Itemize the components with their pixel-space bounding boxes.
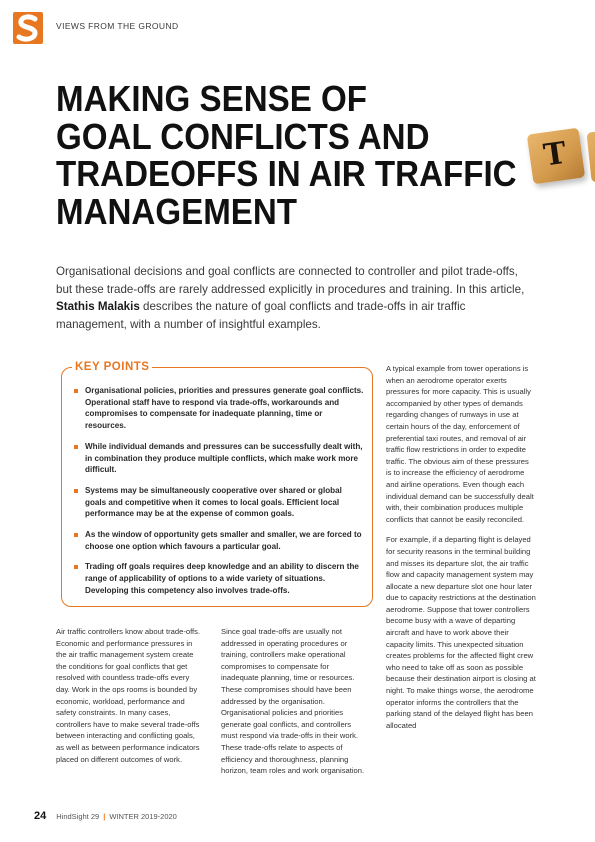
author-name: Stathis Malakis xyxy=(56,300,140,313)
body-column-1 xyxy=(56,626,202,774)
body-paragraph: Since goal trade-offs are usually not addressed in operating procedures or training, controllers make operational compromises to compensate for inadequate planning, time or resources. These compromises should have been addressed by the organisation. Organisational policies and priorities generate goal conflicts, and controllers must respond via trade-offs in their work. These trade-offs relate to aspects of efficiency and thoroughness, planning horizon, team roles and work organisation. xyxy=(221,627,365,776)
tile-letter: T xyxy=(541,135,569,174)
key-points-list xyxy=(72,385,364,606)
section-label: VIEWS FROM THE GROUND xyxy=(56,21,179,31)
body-paragraph: A typical example from tower operations is when an aerodrome operator exerts pressures for more capacity. This is usually accompanied by other types of demands regarding changes of runways in use at certain hours of the day, enforcement of preferential taxi routes, and removal of air traffic flow restrictions in order to expedite traffic. The obvious aim of these pressures is to increase the efficiency of aerodrome and airline operations. Even though each individual demand can be successfully dealt with, their combination produces multiple conflicts that cannot be easily reconciled. xyxy=(386,364,534,524)
bullet-square-icon xyxy=(74,445,78,449)
bullet-square-icon xyxy=(74,533,78,537)
page-footer xyxy=(34,810,177,822)
title-line: MAKING SENSE OF xyxy=(56,78,367,119)
page-number: 24 xyxy=(34,810,47,822)
title-line: TRADEOFFS IN AIR TRAFFIC xyxy=(56,153,517,194)
body-column-2 xyxy=(221,626,367,786)
key-points-title: KEY POINTS xyxy=(72,361,152,373)
key-point-text: Organisational policies, priorities and pressures generate goal conflicts. Operational staff have to respond via trade-offs, workarounds and compromises to compensate for inadequate planning, time or resources. xyxy=(85,386,364,431)
body-paragraph: For example, if a departing flight is delayed for security reasons in the terminal building and misses its departure slot, the air traffic flow and capacity management system may allocate a new departure slot one hour later due to capacity restrictions at the destination aerodrome. Suppose that tower controllers become busy with a wave of departing aircraft and have to work above their capacity limits. This unexpected situation creates problems for the affected flight crew who need to take off as soon as possible because their destination airport is closing at night. To make things worse, the aerodrome operator informs the controllers that the parking stand of the delayed flight has been allocated xyxy=(386,535,536,730)
intro-paragraph xyxy=(56,263,526,333)
footer-separator: | xyxy=(103,812,106,821)
intro-text: Organisational decisions and goal conflicts are connected to controller and pilot trade-offs, but these trade-offs are rarely addressed explicitly in procedures and training. In this article, xyxy=(56,265,525,296)
key-point-item xyxy=(72,529,364,552)
body-paragraph: Air traffic controllers know about trade-offs. Economic and performance pressures in the air traffic management system create the conditions for goal conflicts that get resolved with countless trade-offs every day. Work in the ops rooms is bounded by economic, workload, performance and safety constraints. In many cases, controllers have to make several trade-offs between interacting and conflicting goals, as well as between performance indicators placed on different outcomes of work. xyxy=(56,627,201,764)
bullet-square-icon xyxy=(74,565,78,569)
publication-name: HindSight 29 xyxy=(56,812,100,821)
key-point-text: While individual demands and pressures can be successfully dealt with, in combination they produce multiple conflicts, which make work more difficult. xyxy=(85,441,363,475)
key-point-text: As the window of opportunity gets smaller and smaller, we are forced to choose one option which favours a particular goal. xyxy=(85,530,362,551)
bullet-square-icon xyxy=(74,389,78,393)
title-line: GOAL CONFLICTS AND xyxy=(56,115,430,157)
key-point-text: Systems may be simultaneously cooperative over shared or global goals and competitive when it comes to local goals. Efficient local performance may be at the expense of common goals. xyxy=(85,485,342,519)
key-point-item xyxy=(72,385,364,432)
scrabble-tile-partial-icon xyxy=(586,130,595,183)
title-line: MANAGEMENT xyxy=(56,190,298,232)
key-point-text: Trading off goals requires deep knowledge and an ability to discern the range of applicability of options to a wide variety of situations. Developing this competency also involves trade-offs. xyxy=(85,562,359,595)
body-column-3 xyxy=(386,363,536,740)
key-point-item xyxy=(72,561,364,596)
bullet-square-icon xyxy=(74,489,78,493)
scrabble-tile-icon xyxy=(527,128,585,185)
hindsight-s-logo-icon xyxy=(13,12,43,44)
issue-date: WINTER 2019-2020 xyxy=(109,812,177,821)
key-point-item xyxy=(72,485,364,520)
key-point-item xyxy=(72,441,364,476)
intro-text-end: describes the nature of goal conflicts and trade-offs in air traffic management, with a number of insightful examples. xyxy=(56,300,466,331)
article-title xyxy=(56,78,517,232)
